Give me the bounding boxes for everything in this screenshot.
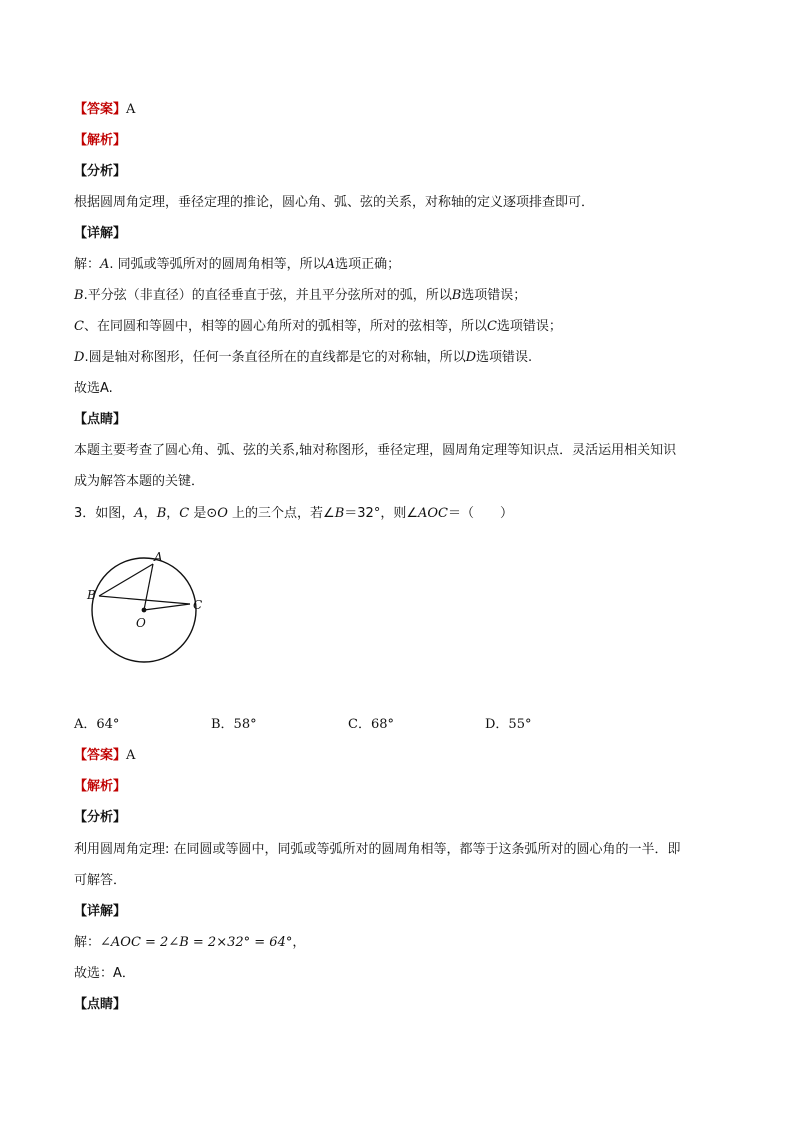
q2-line-d [74, 349, 532, 367]
q3-dianjing-tag [74, 996, 126, 1014]
line-d-text: .圆是轴对称图形，任何一条直径所在的直线都是它的对称轴，所以 [84, 350, 466, 365]
line-d-letter: D [74, 350, 85, 365]
option-b: B．58° [211, 717, 257, 732]
q3-fenxi-line1: 利用圆周角定理: 在同圆或等圆中，同弧或等弧所对的圆周角相等，都等于这条弧所对的圆心角的一半．即 [74, 842, 681, 857]
q3-solution-post: ， [292, 935, 306, 950]
q2-answer-line [74, 101, 135, 119]
line-a-letter2: A [325, 257, 336, 272]
center-dot [142, 608, 147, 613]
q3-point-a: A [134, 506, 144, 521]
chord-ab [99, 564, 153, 596]
q2-dianjing-line2: 成为解答本题的关键． [74, 474, 205, 489]
line-c-text: 、在同圆和等圆中，相等的圆心角所对的弧相等，所对的弦相等，所以 [83, 319, 487, 334]
option-a: A．64° [74, 717, 120, 732]
q2-fenxi-tag [74, 163, 126, 181]
q3-point-o: O [217, 506, 228, 521]
q2-dianjing-tag [74, 411, 126, 429]
label-a: A [154, 550, 163, 564]
q3-solution-math: ∠AOC = 2∠B = 2×32° = 64° [100, 935, 293, 950]
q3-mid: 是⊙ [189, 506, 218, 521]
line-a-pre: 解： [74, 257, 101, 272]
line-c-letter2: C [486, 319, 497, 334]
q3-sep1: ， [143, 506, 157, 521]
q3-mid2: 上的三个点，若∠ [227, 506, 335, 521]
chord-bc [99, 596, 190, 604]
line-c-post: 选项错误； [496, 319, 562, 334]
label-b: B [87, 588, 96, 602]
label-o: O [136, 616, 146, 630]
line-b-text: .平分弦（非直径）的直径垂直于弦，并且平分弦所对的弧，所以 [83, 288, 452, 303]
line-d-letter2: D [465, 350, 477, 365]
q3-xiangjie-tag-text: 【详解】 [74, 904, 127, 919]
answer-tag: 【答案】 [74, 102, 127, 117]
line-a-post: 选项正确； [335, 257, 401, 272]
q3-number: 3．如图， [74, 506, 135, 521]
circle-figure [84, 548, 214, 668]
q2-line-a [74, 256, 400, 274]
q2-fenxi-text: 根据圆周角定理，垂径定理的推论，圆心角、弧、弦的关系，对称轴的定义逐项排查即可． [74, 195, 595, 210]
q3-answer-value: A [126, 748, 136, 763]
q3-stem [74, 505, 513, 523]
q3-answer-tag: 【答案】 [74, 748, 127, 763]
label-c: C [193, 598, 203, 612]
q3-point-b: B [156, 506, 167, 521]
line-b-letter2: B [451, 288, 462, 303]
q3-conclusion: 故选：A． [74, 966, 135, 981]
option-c: C．68° [348, 717, 394, 732]
dianjing-tag: 【点睛】 [74, 412, 127, 427]
q3-analysis-tag-text: 【解析】 [74, 779, 127, 794]
q2-analysis-tag [74, 132, 126, 150]
q3-angle-b: B [334, 506, 345, 521]
q3-solution-line [74, 934, 305, 952]
answer-value: A [126, 102, 136, 117]
q3-mid3: ＝32°，则∠ [344, 506, 418, 521]
xiangjie-tag: 【详解】 [74, 226, 127, 241]
q3-point-c: C [179, 506, 190, 521]
q3-fenxi-line2: 可解答． [74, 873, 127, 888]
q3-end: ＝（ ） [447, 506, 513, 521]
q3-xiangjie-tag [74, 903, 126, 921]
line-d-post: 选项错误. [476, 350, 533, 365]
line-a-text: . 同弧或等弧所对的圆周角相等，所以 [109, 257, 326, 272]
radius-oa [144, 564, 153, 610]
q3-solution-pre: 解： [74, 935, 101, 950]
q2-line-c [74, 318, 562, 336]
q2-dianjing-line1: 本题主要考查了圆心角、弧、弦的关系,轴对称图形，垂径定理，圆周角定理等知识点．灵活运用相关知识 [74, 443, 677, 458]
line-b-letter: B [74, 288, 84, 303]
radius-oc [144, 604, 190, 610]
q2-line-b [74, 287, 526, 305]
q2-conclusion: 故选A. [74, 381, 113, 396]
q3-dianjing-tag-text: 【点睛】 [74, 997, 127, 1012]
q3-answer-line [74, 747, 135, 765]
q3-analysis-tag [74, 778, 126, 796]
q3-fenxi-tag-text: 【分析】 [74, 810, 127, 825]
line-c-letter: C [74, 319, 84, 334]
q2-xiangjie-tag [74, 225, 126, 243]
analysis-tag: 【解析】 [74, 133, 127, 148]
line-b-post: 选项错误； [461, 288, 527, 303]
q3-angle-aoc: AOC [417, 506, 448, 521]
fenxi-tag: 【分析】 [74, 164, 127, 179]
q3-sep2: ， [166, 506, 180, 521]
q3-fenxi-tag [74, 809, 126, 827]
line-a-letter: A [100, 257, 110, 272]
option-d: D．55° [485, 717, 532, 732]
